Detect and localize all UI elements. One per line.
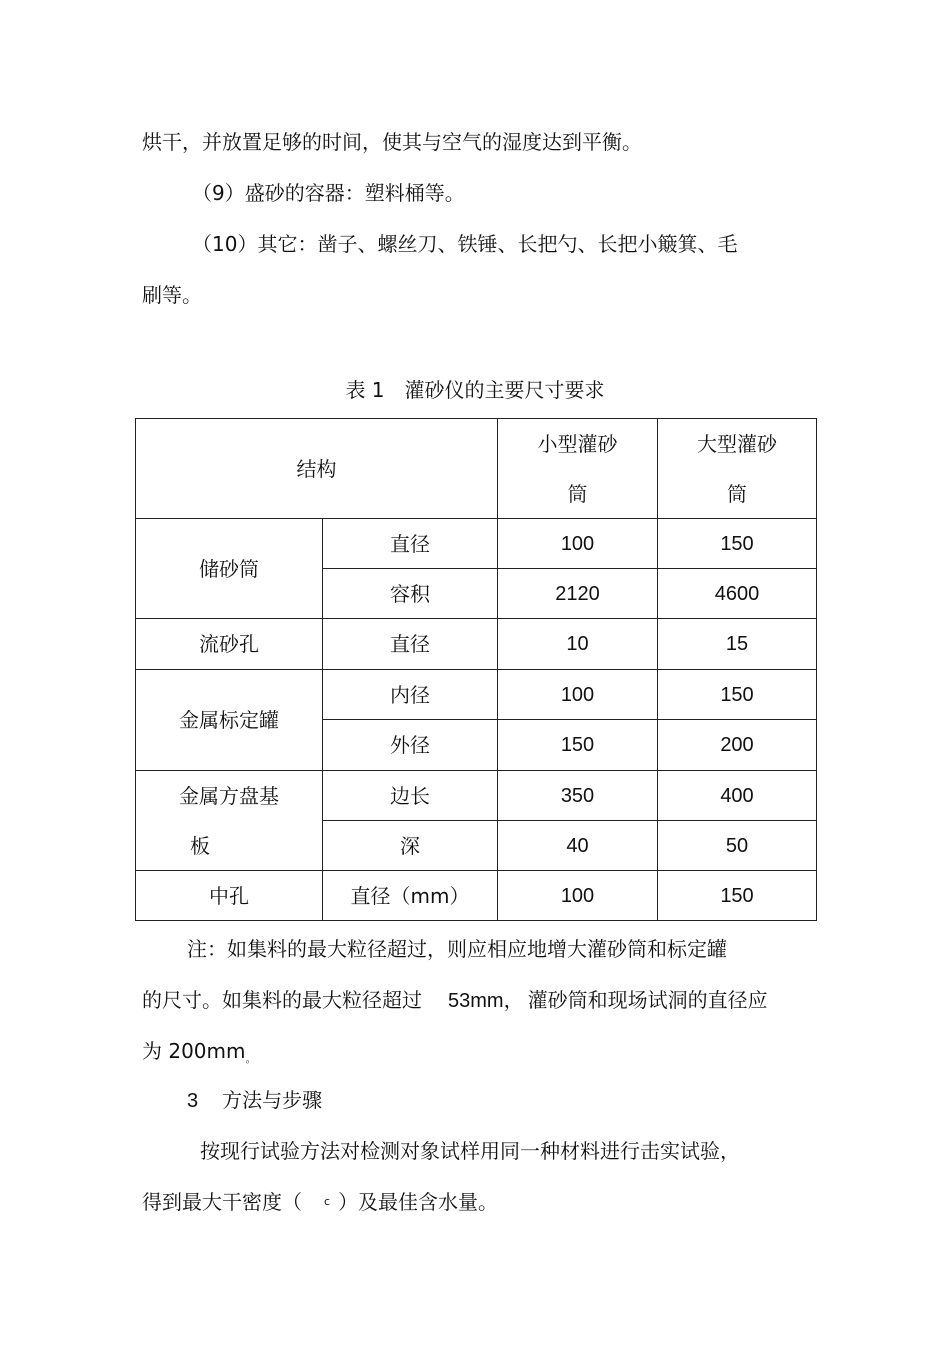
- item-name: 边长: [323, 771, 498, 821]
- small-value: 150: [498, 720, 658, 771]
- small-value: 10: [498, 619, 658, 670]
- note-line: [142, 988, 768, 1013]
- body-line: 按现行试验方法对检测对象试样用同一种材料进行击实试验，: [200, 1139, 740, 1163]
- small-value: 100: [498, 519, 658, 569]
- group-name: 流砂孔: [136, 619, 323, 670]
- small-value: 100: [498, 871, 658, 921]
- small-value: 100: [498, 670, 658, 720]
- note-line: 注：如集料的最大粒径超过，则应相应地增大灌砂筒和标定罐: [187, 937, 727, 961]
- table-caption: 表 1 灌砂仪的主要尺寸要求: [345, 378, 605, 402]
- body-text: ）及最佳含水量。: [338, 1190, 499, 1214]
- note-value: 53mm，: [448, 990, 524, 1012]
- section-heading: [187, 1088, 322, 1113]
- note-text: 的尺寸。如集料的最大粒径超过: [142, 988, 422, 1012]
- note-text: 灌砂筒和现场试洞的直径应: [527, 988, 768, 1012]
- item-name: 直径（mm）: [323, 871, 498, 921]
- table-row: [136, 871, 817, 921]
- header-large-line1: 大型灌砂: [697, 431, 777, 456]
- table-row: [136, 519, 817, 569]
- table-row: [136, 670, 817, 720]
- group-name: 储砂筒: [136, 519, 323, 619]
- item-name: 容积: [323, 569, 498, 619]
- dimension-table: [135, 418, 817, 921]
- note-value: 为 200mm: [142, 1039, 246, 1063]
- table-row: [136, 771, 817, 821]
- section-title: 方法与步骤: [222, 1088, 323, 1112]
- large-value: 150: [658, 670, 817, 720]
- note-line: [142, 1039, 257, 1071]
- body-line: [142, 1190, 498, 1214]
- large-value: 400: [658, 771, 817, 821]
- group-name: 中孔: [136, 871, 323, 921]
- item-name: 内径: [323, 670, 498, 720]
- table-row: [136, 619, 817, 670]
- large-value: 4600: [658, 569, 817, 619]
- item-name: 外径: [323, 720, 498, 771]
- paragraph-line: （10）其它：凿子、螺丝刀、铁锤、长把勺、长把小簸箕、毛: [192, 232, 738, 256]
- note-mark: 。: [245, 1052, 257, 1065]
- table-header-row: [136, 419, 817, 519]
- header-large-line2: 筒: [727, 481, 747, 506]
- group-name-line2: 板: [190, 833, 210, 858]
- large-value: 200: [658, 720, 817, 771]
- section-number: 3: [187, 1090, 199, 1112]
- header-small-line1: 小型灌砂: [537, 431, 618, 456]
- small-value: 40: [498, 821, 658, 871]
- header-structure: 结构: [136, 419, 498, 519]
- paragraph-line: 烘干，并放置足够的时间，使其与空气的湿度达到平衡。: [142, 130, 642, 154]
- group-name: 金属标定罐: [136, 670, 323, 771]
- item-name: 直径: [323, 519, 498, 569]
- header-large: [658, 419, 817, 519]
- small-value: 2120: [498, 569, 658, 619]
- large-value: 150: [658, 519, 817, 569]
- group-name-line1: 金属方盘基: [179, 783, 279, 808]
- density-symbol: c: [324, 1195, 331, 1208]
- paragraph-line: （9）盛砂的容器：塑料桶等。: [192, 181, 465, 205]
- large-value: 150: [658, 871, 817, 921]
- paragraph-line: 刷等。: [142, 283, 202, 307]
- large-value: 50: [658, 821, 817, 871]
- item-name: 深: [323, 821, 498, 871]
- large-value: 15: [658, 619, 817, 670]
- header-small-line2: 筒: [567, 481, 588, 506]
- header-small: [498, 419, 658, 519]
- small-value: 350: [498, 771, 658, 821]
- item-name: 直径: [323, 619, 498, 670]
- body-text: 得到最大干密度（: [142, 1190, 302, 1214]
- group-name: [136, 771, 323, 871]
